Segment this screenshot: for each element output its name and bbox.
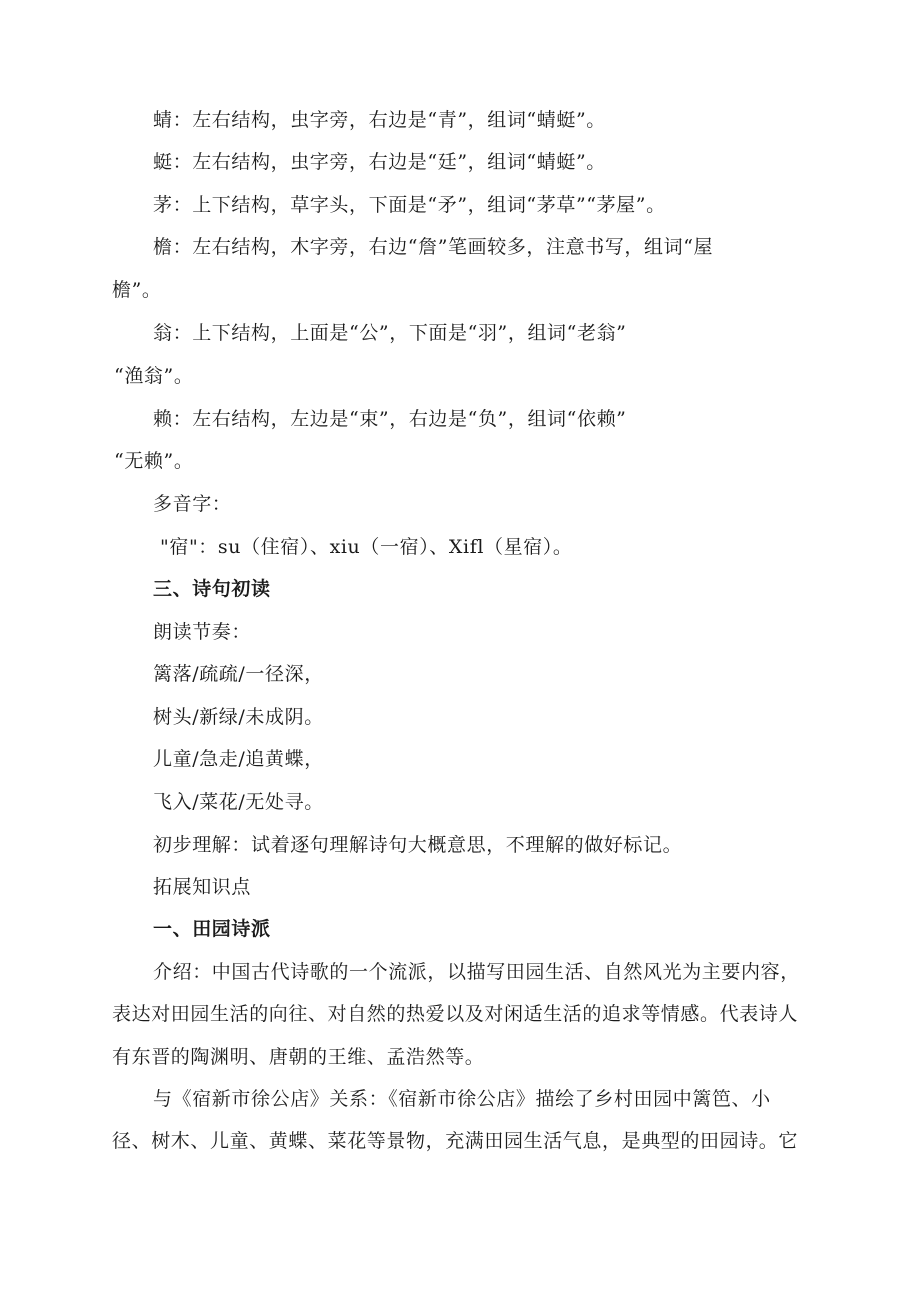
- char-entry-lai: 赖：左右结构，左边是“束”，右边是“负”，组词“依赖”: [153, 408, 627, 430]
- char-entry-yan-cont: 檐”。: [112, 279, 162, 301]
- polyphone-heading: 多音字：: [153, 493, 232, 515]
- char-entry-qing: 蜻：左右结构，虫字旁，右边是“青”，组词“蜻蜓”。: [153, 109, 606, 131]
- char-entry-mao: 茅：上下结构，草字头，下面是“矛”，组词“茅草”“茅屋”。: [153, 194, 666, 216]
- char-entry-weng-cont: “渔翁”。: [114, 365, 194, 387]
- poem-line-2: 树头/新绿/未成阴。: [153, 706, 324, 728]
- poem-relation-line-1: 与《宿新市徐公店》关系：《宿新市徐公店》描绘了乡村田园中篱笆、小: [153, 1088, 771, 1110]
- section-heading-poem-reading: 三、诗句初读: [153, 578, 271, 600]
- extended-knowledge-heading: 拓展知识点: [153, 876, 252, 898]
- pastoral-intro-line-3: 有东晋的陶渊明、唐朝的王维、孟浩然等。: [112, 1046, 485, 1068]
- poem-line-4: 飞入/菜花/无处寻。: [153, 791, 324, 813]
- char-entry-yan: 檐：左右结构，木字旁，右边“詹”笔画较多，注意书写，组词“屋: [153, 236, 714, 258]
- pastoral-intro-line-2: 表达对田园生活的向往、对自然的热爱以及对闲适生活的追求等情感。代表诗人: [112, 1003, 799, 1025]
- poem-line-1: 篱落/疏疏/一径深，: [153, 663, 324, 685]
- poem-line-3: 儿童/急走/追黄蝶，: [153, 748, 324, 770]
- reading-rhythm-label: 朗读节奏：: [153, 621, 252, 643]
- section-heading-pastoral-school: 一、田园诗派: [153, 918, 271, 940]
- char-entry-lai-cont: “无赖”。: [114, 450, 194, 472]
- poem-relation-line-2: 径、树木、儿童、黄蝶、菜花等景物，充满田园生活气息，是典型的田园诗。它: [112, 1130, 799, 1152]
- char-entry-ting: 蜓：左右结构，虫字旁，右边是“廷”，组词“蜻蜓”。: [153, 151, 606, 173]
- pastoral-intro-line-1: 介绍：中国古代诗歌的一个流派，以描写田园生活、自然风光为主要内容，: [153, 961, 800, 983]
- polyphone-su: "宿"：su（住宿）、xiu（一宿）、Xifl（星宿）。: [160, 536, 573, 558]
- char-entry-weng: 翁：上下结构，上面是“公”，下面是“羽”，组词“老翁”: [153, 322, 627, 344]
- initial-understanding: 初步理解：试着逐句理解诗句大概意思，不理解的做好标记。: [153, 834, 683, 856]
